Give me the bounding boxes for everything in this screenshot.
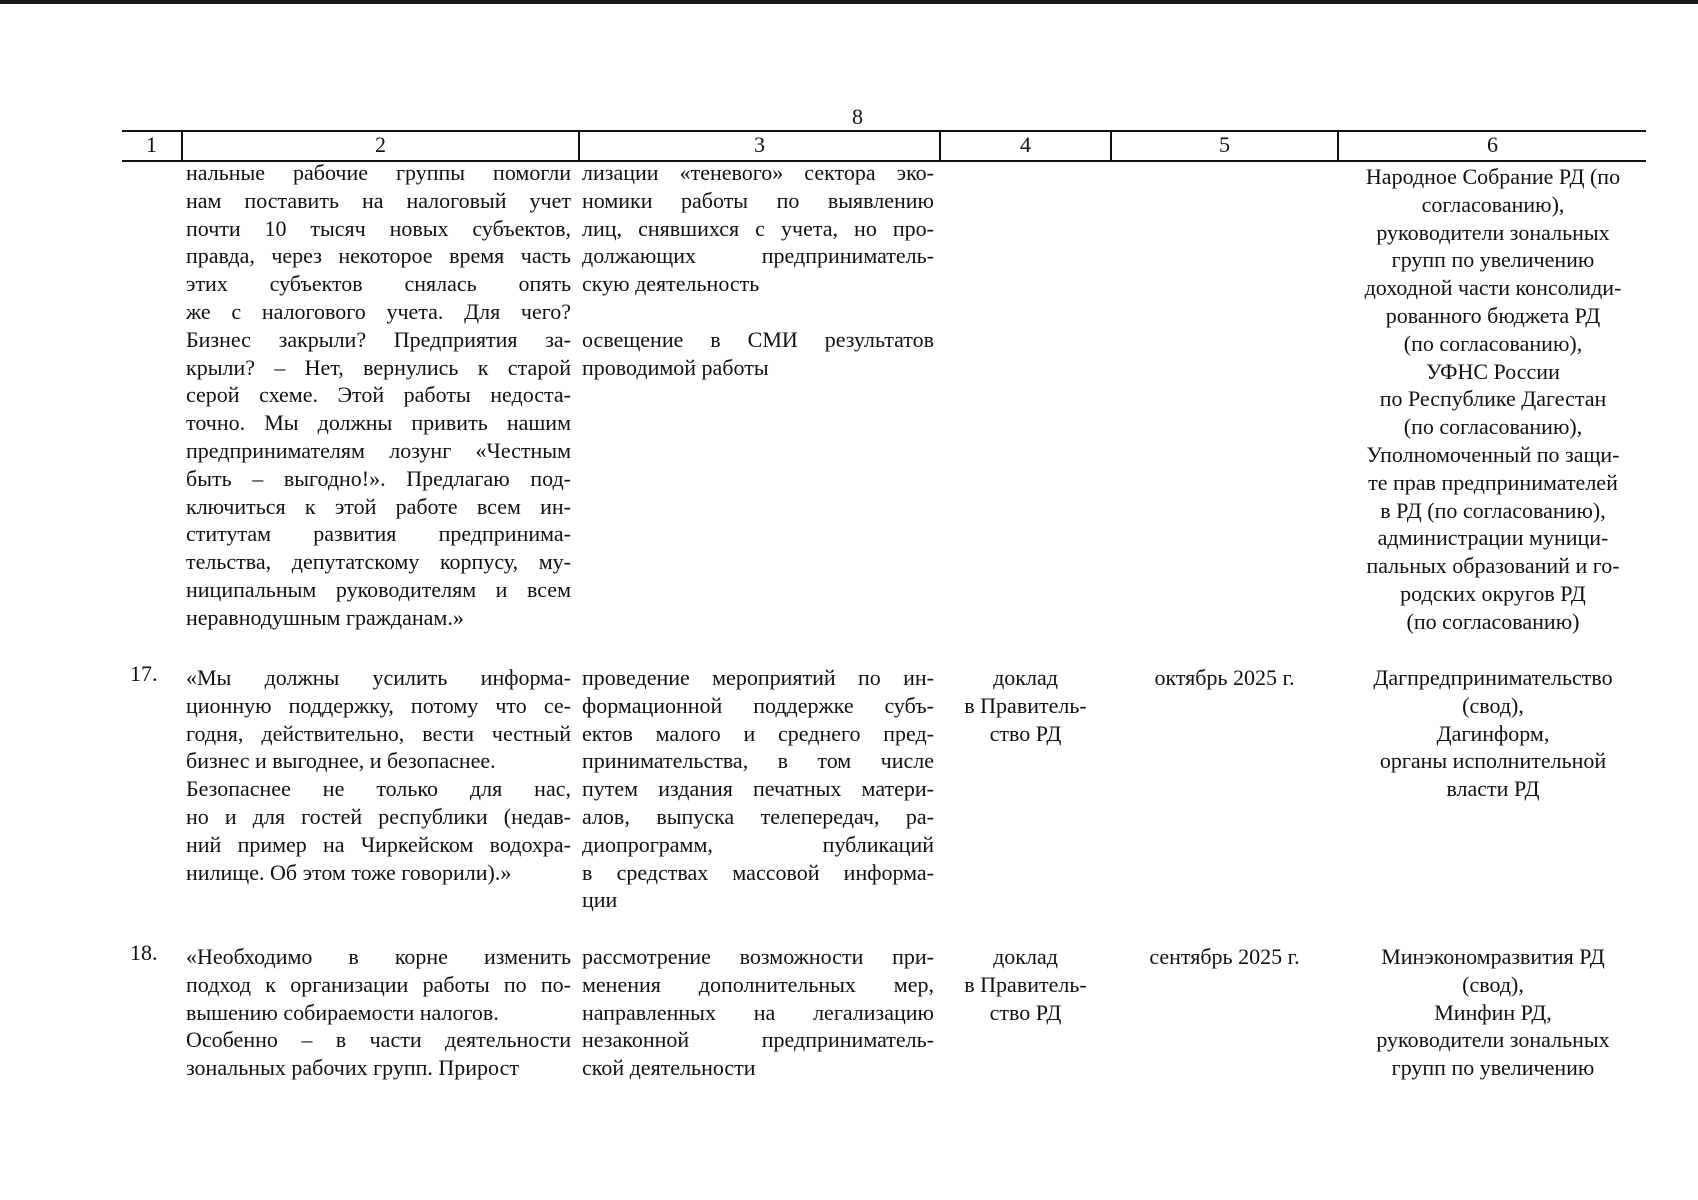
row-18-form: доклад в Правитель- ство РД: [964, 944, 1087, 1025]
scan-top-edge: [0, 0, 1698, 4]
row-17-responsible: Дагпредпринимательство (свод), Дагинформ, органы исполнительной власти РД: [1373, 665, 1613, 802]
row-continued-responsible: Народное Собрание РД (по согласованию), руководители зональных групп по увеличению доходной части консолиди- рованного бюджета РД (по согласованию), УФНС России по Республике Дагестан (по согласованию), Уполномоченный по защи- те прав предпринимателей в РД (по согласованию), администрации муници- пальных образований и го- родских округов РД (по согласованию): [1364, 164, 1622, 634]
column-header-4: 4: [1020, 132, 1031, 157]
column-header-2: 2: [375, 132, 386, 157]
row-18-number: 18.: [130, 940, 158, 965]
column-header-3: 3: [754, 132, 765, 157]
column-header-6: 6: [1487, 132, 1498, 157]
page-number: 8: [852, 104, 863, 129]
row-17-measure: проведение мероприятий по ин- формационной поддержке субъ- ектов малого и среднего пред- принимательства, в том числе путем издания печатных матери- алов, выпуска телепередач, ра- диопрограмм, публикаций в средствах массовой информа- ции: [582, 665, 934, 913]
row-18-deadline: сентябрь 2025 г.: [1149, 944, 1300, 969]
row-continued-quote: нальные рабочие группы помогли нам поставить на налоговый учет почти 10 тысяч новых субъектов, правда, через некоторое время часть этих субъектов снялась опять же с налогового учета. Для чего? Бизнес закрыли? Предприятия за- крыли? – Нет, вернулись к старой серой схеме. Этой работы недоста- точно. Мы должны привить нашим предпринимателям лозунг «Честным быть – выгодно!». Предлагаю под- ключиться к этой работе всем ин- ститутам развития предпринима- тельства, депутатскому корпусу, му- ниципальным руководителям и всем неравнодушным гражданам.»: [186, 160, 571, 630]
row-18-responsible: Минэкономразвития РД (свод), Минфин РД, руководители зональных групп по увеличению: [1376, 944, 1610, 1081]
row-continued-measure-media: освещение в СМИ результатов проводимой работы: [582, 327, 934, 380]
row-continued-measure: лизации «теневого» сектора эко- номики работы по выявлению лиц, снявшихся с учета, но про- должающих предприниматель- скую деятельность: [582, 160, 934, 297]
row-17-quote: «Мы должны усилить информа- ционную поддержку, потому что се- годня, действительно, вести честный бизнес и выгоднее, и безопаснее. Безопаснее не только для нас, но и для гостей республики (недав- ний пример на Чиркейском водохра- нилище. Об этом тоже говорили).»: [186, 665, 571, 885]
row-18-measure: рассмотрение возможности при- менения дополнительных мер, направленных на легализацию незаконной предприниматель- ской деятельности: [582, 944, 934, 1081]
row-18-quote: «Необходимо в корне изменить подход к организации работы по по- вышению собираемости налогов. Особенно – в части деятельности зональных рабочих групп. Прирост: [186, 944, 571, 1081]
row-17-deadline: октябрь 2025 г.: [1154, 665, 1295, 690]
column-header-1: 1: [146, 132, 157, 157]
row-17-form: доклад в Правитель- ство РД: [964, 665, 1087, 746]
row-17-number: 17.: [130, 661, 158, 686]
column-header-5: 5: [1219, 132, 1230, 157]
